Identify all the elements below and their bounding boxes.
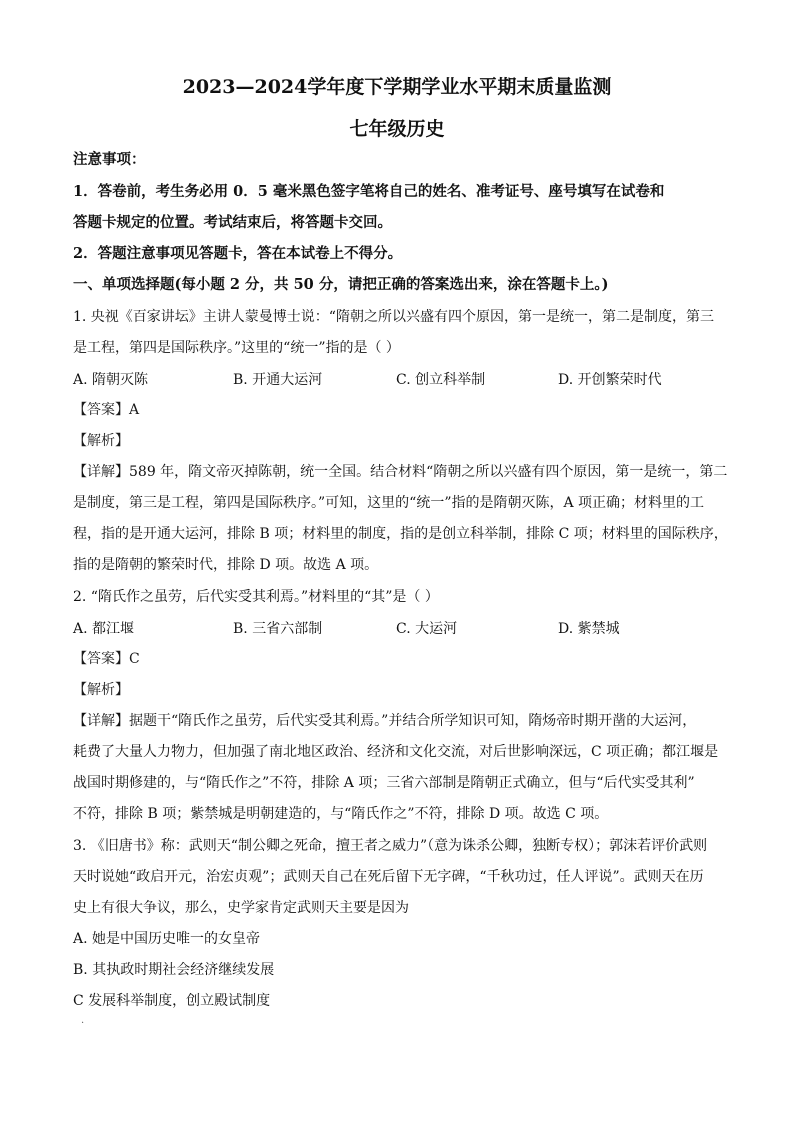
notes-heading: 注意事项： [73,151,146,168]
q1-detail-line-4: 指的是隋朝的繁荣时代，排除 D 项。故选 A 项。 [73,557,379,573]
q2-detail-line-4: 不符，排除 B 项；紫禁城是明朝建造的，与“隋氏作之”不符，排除 D 项。故选 C 项。 [73,806,609,822]
q3-option-a: A. 她是中国历史唯一的女皇帝 [73,931,261,947]
q1-option-c: C. 创立科举制 [396,372,486,388]
q2-option-d: D. 紫禁城 [558,621,620,637]
note-item-1-line-1: 1．答卷前，考生务必用 0．5 毫米黑色签字笔将自己的姓名、准考证号、座号填写在试卷和 [73,183,665,200]
q3-stem-line-1: 3. 《旧唐书》称：武则天“制公卿之死命，擅王者之威力”（意为诛杀公卿，独断专权）；郭沫若评价武则 [73,838,708,854]
exam-subject: 七年级历史 [349,118,445,140]
q2-option-c: C. 大运河 [396,621,458,637]
q2-detail-line-1: 【详解】据题干“隋氏作之虽劳，后代实受其利焉。”并结合所学知识可知，隋炀帝时期开凿的大运河， [73,713,697,729]
q2-stem: 2. “隋氏作之虽劳，后代实受其利焉。”材料里的“其”是（ ） [73,589,439,605]
exam-title: 2023—2024学年度下学期学业水平期末质量监测 [182,76,612,98]
q1-stem-line-2: 是工程，第四是国际秩序。”这里的“统一”指的是（ ） [73,340,400,356]
q2-detail-line-2: 耗费了大量人力物力，但加强了南北地区政治、经济和文化交流，对后世影响深远，C 项正确；都江堰是 [73,744,719,760]
q2-answer: 【答案】C [73,651,140,667]
q1-option-a: A. 隋朝灭陈 [73,372,149,388]
stray-mark: · [81,1018,85,1029]
q1-analysis-label: 【解析】 [73,433,129,449]
q3-stem-line-2: 天时说她“政启开元，治宏贞观”；武则天自己在死后留下无字碑，“千秋功过，任人评说”。武则天在历 [73,869,704,885]
q1-detail-line-1: 【详解】589 年，隋文帝灭掉陈朝，统一全国。结合材料“隋朝之所以兴盛有四个原因，第一是统一，第二 [73,464,728,480]
q3-stem-line-3: 史上有很大争议，那么，史学家肯定武则天主要是因为 [73,900,409,916]
q2-option-b: B. 三省六部制 [233,621,323,637]
note-item-1-line-2: 答题卡规定的位置。考试结束后，将答题卡交回。 [73,214,392,231]
q1-detail-line-2: 是制度，第三是工程，第四是国际秩序。”可知，这里的“统一”指的是隋朝灭陈，A 项正确；材料里的工 [73,495,705,511]
section-1-heading: 一、单项选择题(每小题 2 分，共 50 分，请把正确的答案选出来，涂在答题卡上。) [73,276,609,293]
q1-option-d: D. 开创繁荣时代 [558,372,662,388]
q1-detail-line-3: 程，指的是开通大运河，排除 B 项；材料里的制度，指的是创立科举制，排除 C 项；材料里的国际秩序， [73,526,728,542]
q1-stem-line-1: 1. 央视《百家讲坛》主讲人蒙曼博士说：“隋朝之所以兴盛有四个原因，第一是统一，第二是制度，第三 [73,309,714,325]
q3-option-c: C 发展科举制度，创立殿试制度 [73,993,271,1009]
q2-detail-line-3: 战国时期修建的，与“隋氏作之”不符，排除 A 项；三省六部制是隋朝正式确立，但与“后代实受其利” [73,775,695,791]
q2-option-a: A. 都江堰 [73,621,135,637]
q2-analysis-label: 【解析】 [73,682,129,698]
note-item-2: 2．答题注意事项见答题卡，答在本试卷上不得分。 [73,245,403,262]
q1-option-b: B. 开通大运河 [233,372,323,388]
q1-answer: 【答案】A [73,402,140,418]
q3-option-b: B. 其执政时期社会经济继续发展 [73,962,275,978]
